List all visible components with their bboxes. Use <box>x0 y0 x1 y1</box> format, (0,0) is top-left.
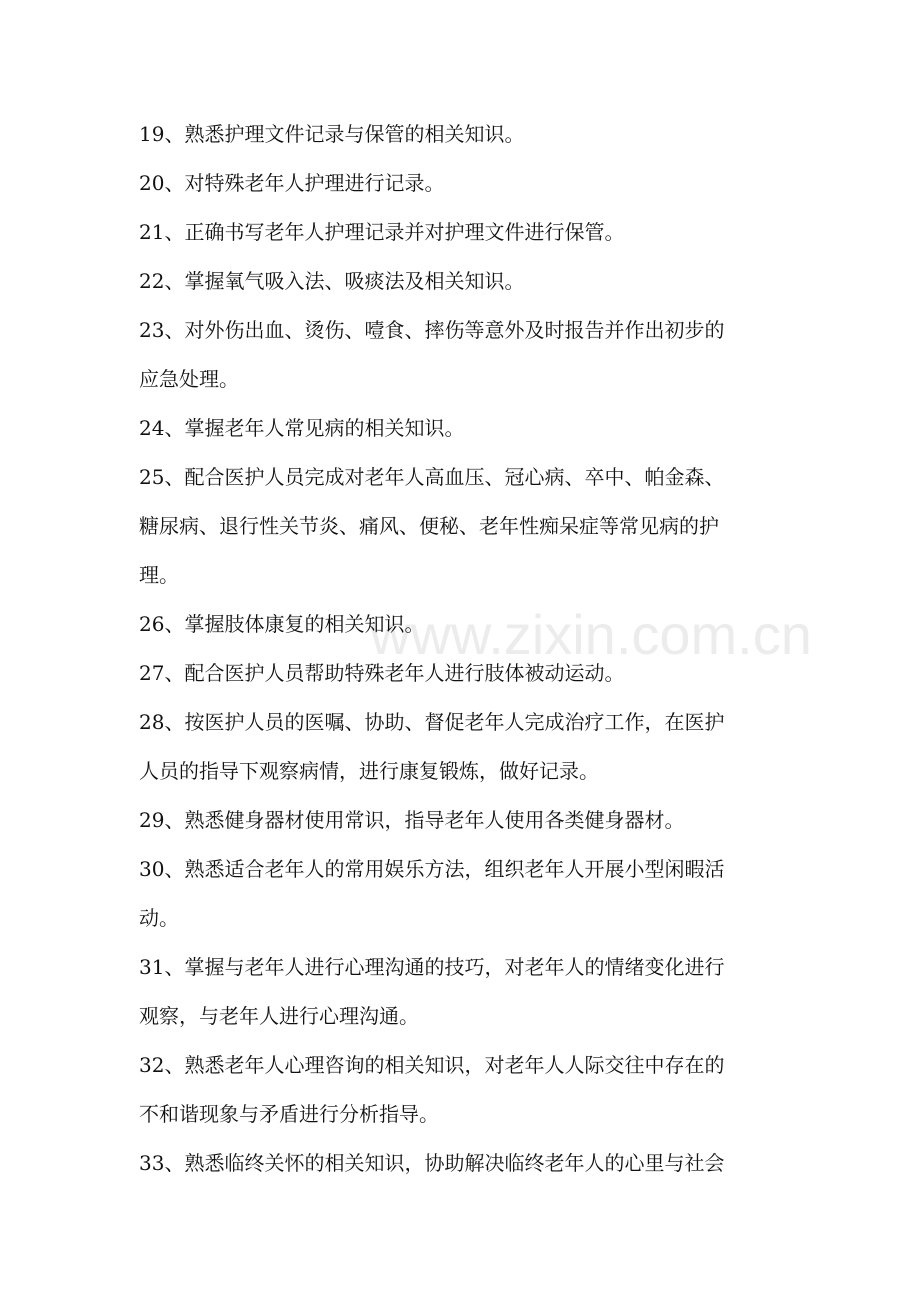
text-line-item-25: 25、配合医护人员完成对老年人高血压、冠心病、卒中、帕金森、 <box>139 465 725 489</box>
text-line-item-32: 32、熟悉老年人心理咨询的相关知识，对老年人人际交往中存在的 <box>139 1053 725 1077</box>
text-line-item-25-cont-2: 理。 <box>139 563 179 587</box>
text-line-item-23: 23、对外伤出血、烫伤、噎食、摔伤等意外及时报告并作出初步的 <box>139 318 725 342</box>
text-line-item-30-cont: 动。 <box>139 906 179 930</box>
text-line-item-31: 31、掌握与老年人进行心理沟通的技巧，对老年人的情绪变化进行 <box>139 955 725 979</box>
text-line-item-23-cont: 应急处理。 <box>139 367 239 391</box>
text-line-item-22: 22、掌握氧气吸入法、吸痰法及相关知识。 <box>139 269 525 293</box>
text-line-item-20: 20、对特殊老年人护理进行记录。 <box>139 171 445 195</box>
text-line-item-30: 30、熟悉适合老年人的常用娱乐方法，组织老年人开展小型闲暇活 <box>139 857 725 881</box>
watermark: www.zixin.com.cn <box>370 603 812 666</box>
text-line-item-33: 33、熟悉临终关怀的相关知识，协助解决临终老年人的心里与社会 <box>139 1151 725 1175</box>
text-line-item-29: 29、熟悉健身器材使用常识，指导老年人使用各类健身器材。 <box>139 808 685 832</box>
text-line-item-28: 28、按医护人员的医嘱、协助、督促老年人完成治疗工作，在医护 <box>139 710 725 734</box>
text-line-item-25-cont-1: 糖尿病、退行性关节炎、痛风、便秘、老年性痴呆症等常见病的护 <box>139 514 719 538</box>
text-line-item-19: 19、熟悉护理文件记录与保管的相关知识。 <box>139 122 525 146</box>
text-line-item-24: 24、掌握老年人常见病的相关知识。 <box>139 416 465 440</box>
text-line-item-32-cont: 不和谐现象与矛盾进行分析指导。 <box>139 1102 439 1126</box>
text-line-item-26: 26、掌握肢体康复的相关知识。 <box>139 612 425 636</box>
text-line-item-21: 21、正确书写老年人护理记录并对护理文件进行保管。 <box>139 220 625 244</box>
text-line-item-27: 27、配合医护人员帮助特殊老年人进行肢体被动运动。 <box>139 661 625 685</box>
text-line-item-28-cont: 人员的指导下观察病情，进行康复锻炼，做好记录。 <box>139 759 599 783</box>
text-line-item-31-cont: 观察，与老年人进行心理沟通。 <box>139 1004 419 1028</box>
